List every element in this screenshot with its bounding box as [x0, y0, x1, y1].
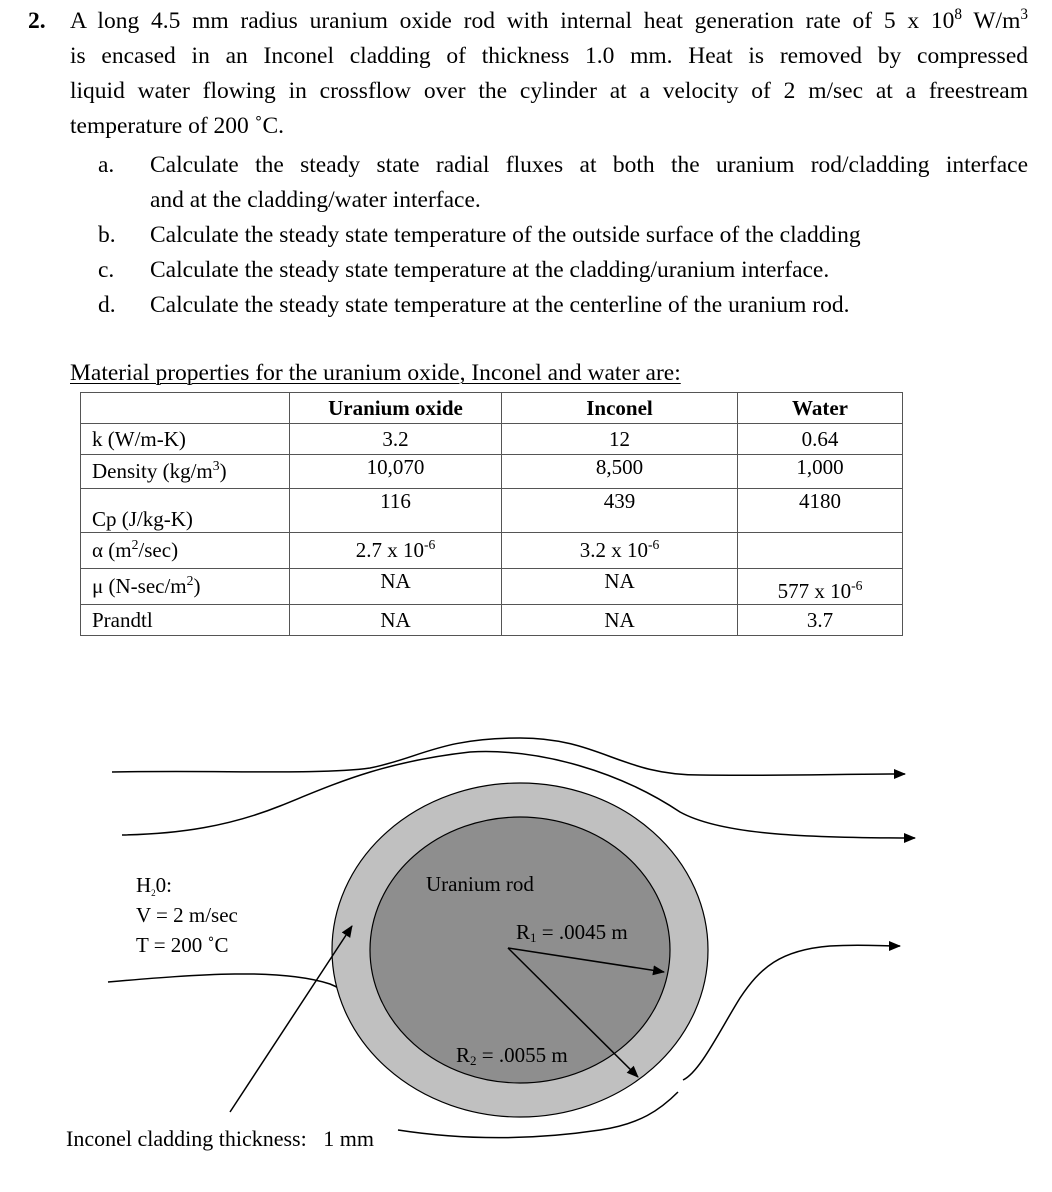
- stem-line-4: temperature of 200 ˚C.: [70, 113, 285, 139]
- temperature-label: T = 200 ˚C: [136, 933, 229, 957]
- r2-label: R2 = .0055 m: [456, 1043, 568, 1068]
- problem-number: 2.: [28, 8, 46, 34]
- cladding-note: Inconel cladding thickness: 1 mm: [66, 1126, 374, 1151]
- table-row: k (W/m-K) 3.2 12 0.64: [81, 424, 903, 455]
- rod-label: Uranium rod: [426, 872, 534, 896]
- part-a: a. Calculate the steady state radial fluxes at both the uranium rod/cladding interface and at the cladding/water interface.: [98, 152, 1028, 213]
- table-title: Material properties for the uranium oxide, Inconel and water are:: [70, 360, 681, 386]
- table-row: μ $(N-\sec/m^2)$ NA NA 577 x $10^{-6}$: [81, 569, 903, 605]
- table-row: Cp (J/kg-K) 116 439 4180: [81, 489, 903, 533]
- velocity-label: V = 2 m/sec: [136, 903, 238, 927]
- table-row: Density $(kg/m^3)$ 10,070 8,500 1,000: [81, 455, 903, 489]
- stem-line-3: liquid water flowing in crossflow over the cylinder at a velocity of 2 m/sec at a freestream: [70, 78, 1028, 104]
- streamline-left: [108, 974, 374, 1050]
- table-row: α $(m^2/\sec)$ 2.7 x $10^{-6}$ 3.2 x $10^{-6}$: [81, 533, 903, 569]
- part-d: d. Calculate the steady state temperature at the centerline of the uranium rod.: [98, 292, 850, 318]
- streamline-right: [683, 945, 900, 1080]
- r1-label: R1 = .0045 m: [516, 920, 628, 945]
- table-row: Prandtl NA NA 3.7: [81, 605, 903, 636]
- stem-line-2: is encased in an Inconel cladding of thickness 1.0 mm. Heat is removed by compressed: [70, 43, 1028, 69]
- streamline-top: [112, 738, 905, 775]
- table-header-row: Uranium oxide Inconel Water: [81, 393, 903, 424]
- stem-line-1: A long 4.5 mm radius uranium oxide rod with internal heat generation rate of 5 x $10^8$ $W/m^3$: [70, 6, 1028, 34]
- part-c: c. Calculate the steady state temperature at the cladding/uranium interface.: [98, 257, 830, 283]
- water-label: H20:: [136, 873, 173, 898]
- part-b: b. Calculate the steady state temperature of the outside surface of the cladding: [98, 222, 861, 248]
- cladding-pointer: [230, 926, 352, 1112]
